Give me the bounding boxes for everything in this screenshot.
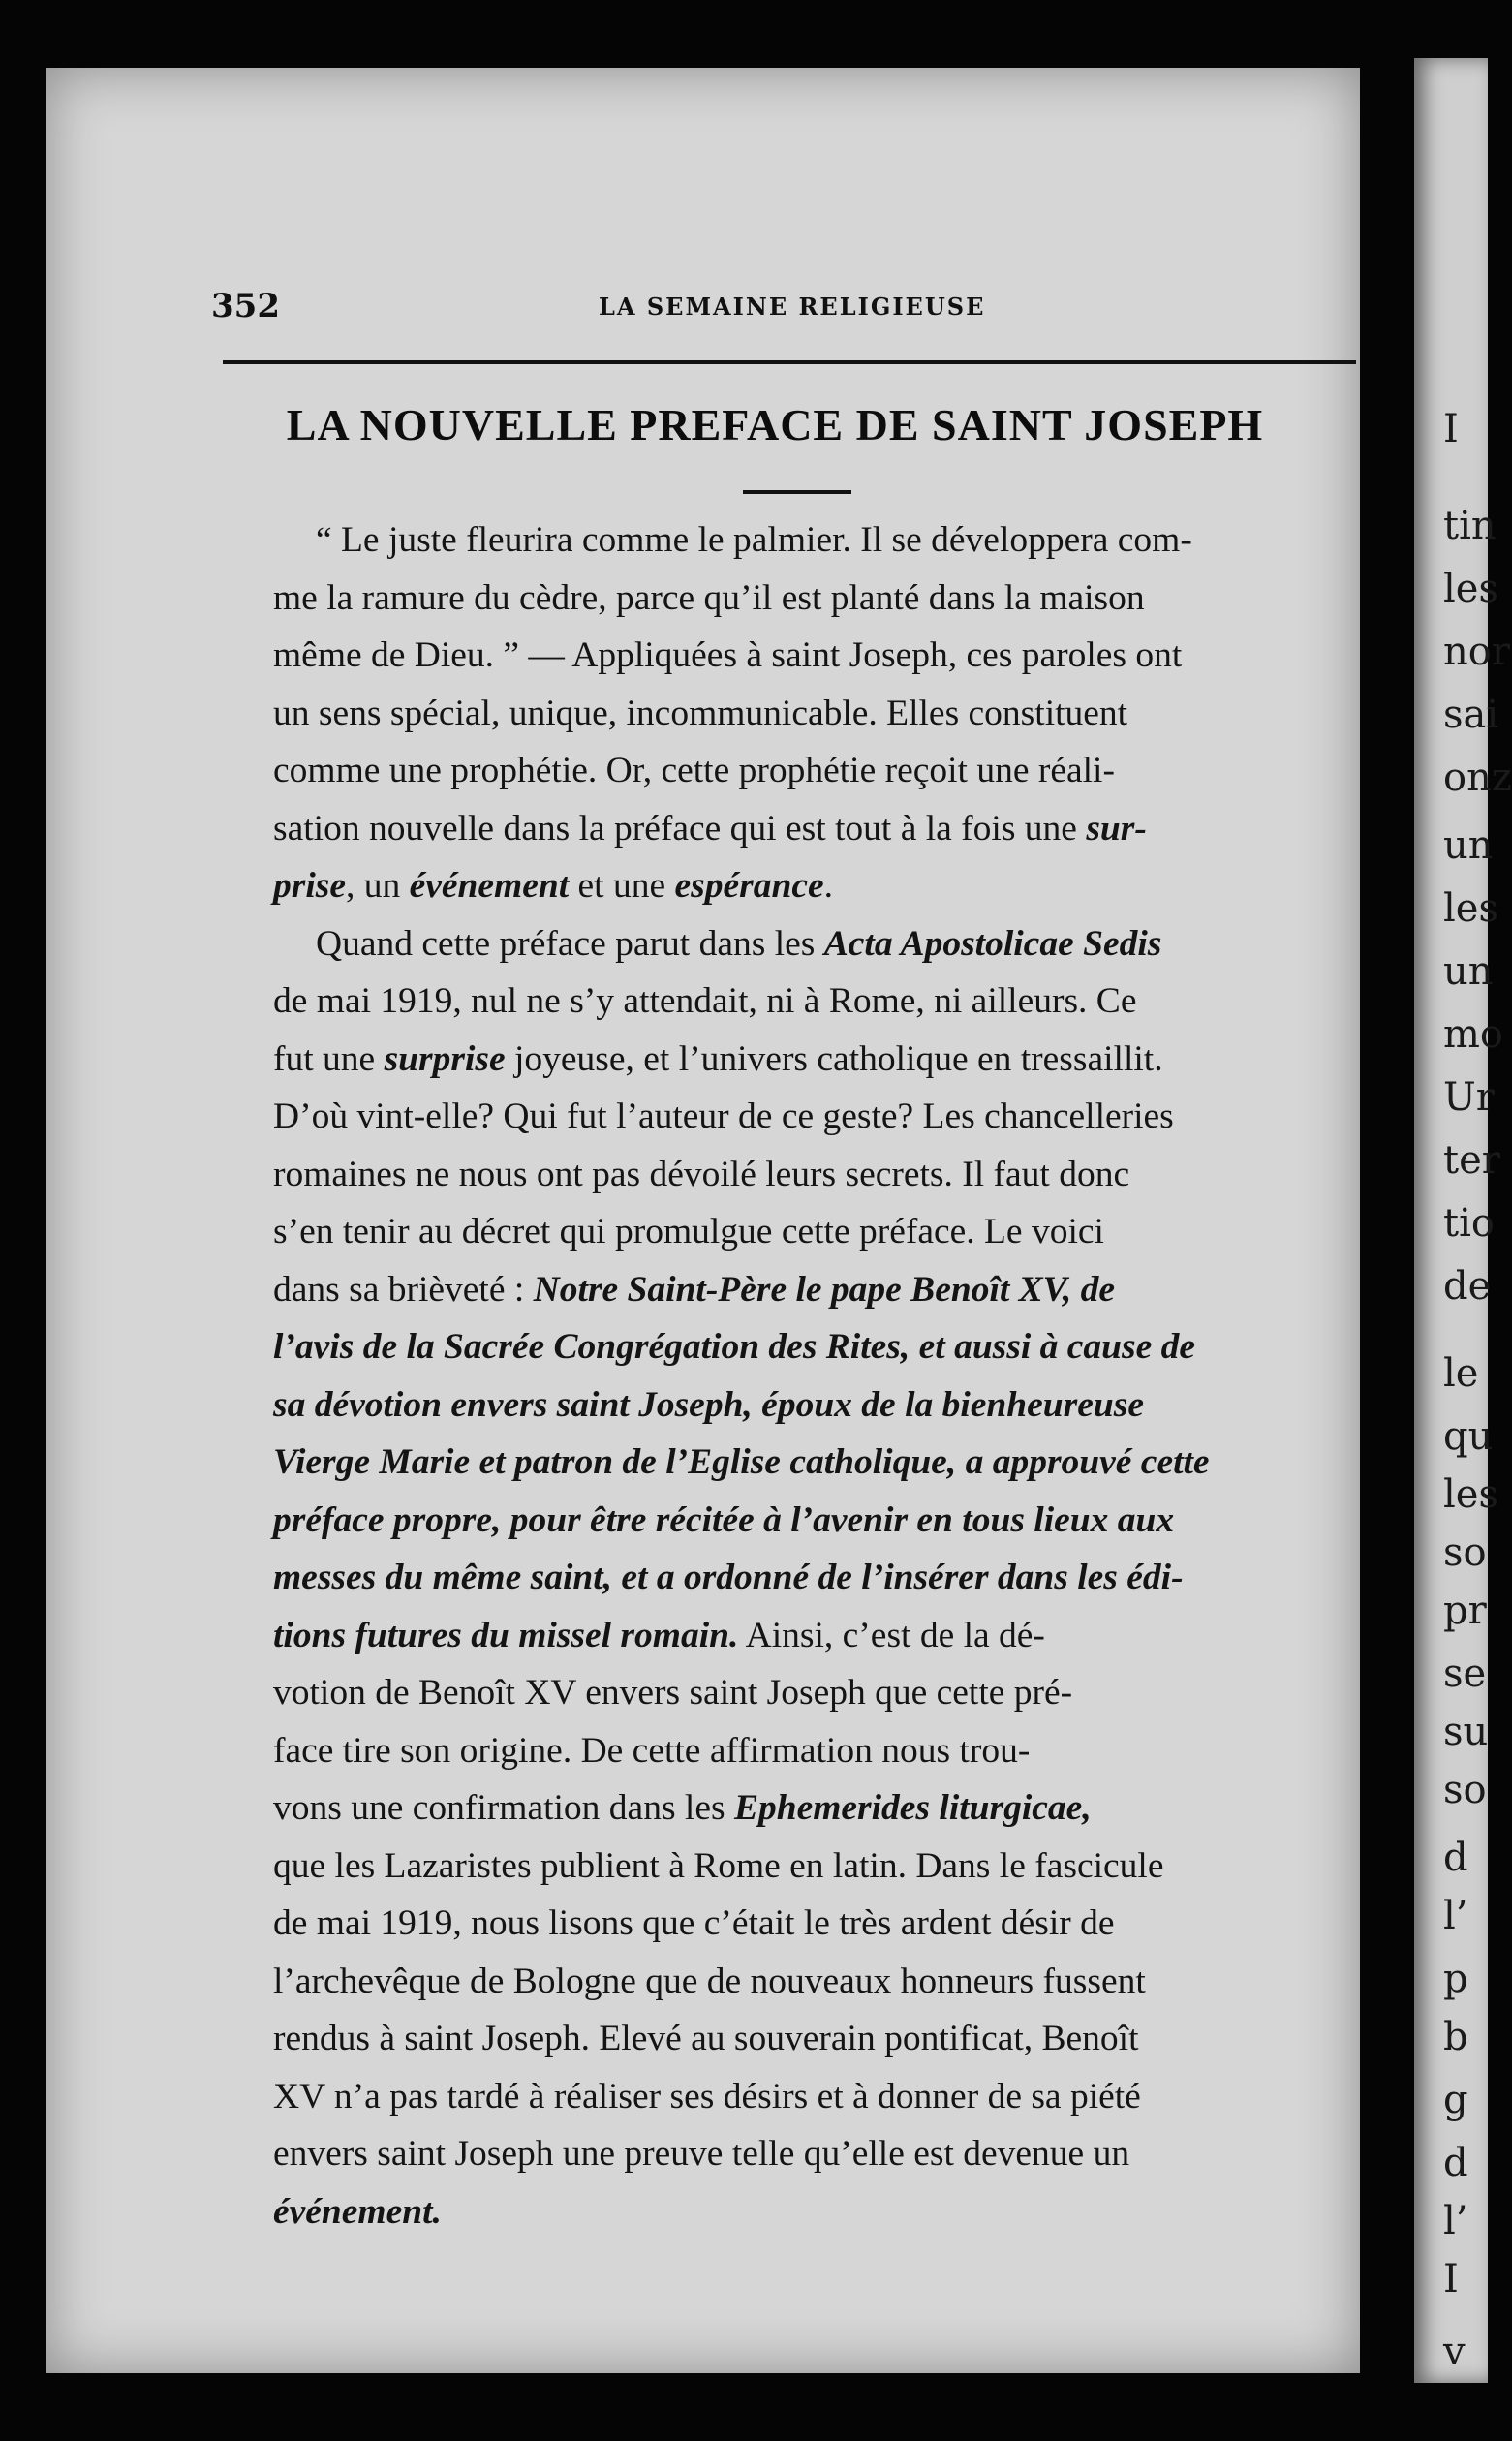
- text-line: dans sa brièveté : Notre Saint-Père le pape Benoît XV, de: [273, 1269, 1115, 1310]
- text-line: un sens spécial, unique, incommunicable. Elles constituent: [273, 693, 1128, 733]
- text-line: que les Lazaristes publient à Rome en latin. Dans le fascicule: [273, 1845, 1164, 1886]
- facing-page-fragment: nor: [1443, 630, 1510, 674]
- text-line: messes du même saint, et a ordonné de l’insérer dans les édi-: [273, 1558, 1184, 1597]
- facing-page-fragment: so: [1443, 1530, 1487, 1575]
- text-line: Vierge Marie et patron de l’Eglise catholique, a approuvé cette: [273, 1442, 1210, 1482]
- facing-page-fragment: les: [1443, 886, 1498, 931]
- facing-page-fragment: l’: [1443, 2199, 1468, 2243]
- article-body: [273, 511, 1339, 2240]
- text-line: prise, un événement et une espérance.: [273, 866, 833, 906]
- article-title: LA NOUVELLE PREFACE DE SAINT JOSEPH: [286, 400, 1264, 449]
- facing-page-fragment: tin: [1443, 504, 1497, 548]
- facing-page-fragment: de: [1443, 1264, 1492, 1309]
- facing-page-fragment: d: [1443, 1836, 1468, 1880]
- facing-page: [1414, 58, 1512, 2383]
- text-line: fut une surprise joyeuse, et l’univers catholique en tressaillit.: [273, 1038, 1163, 1079]
- text-line: l’archevêque de Bologne que de nouveaux honneurs fussent: [273, 1961, 1146, 2001]
- text-line: l’avis de la Sacrée Congrégation des Rites, et aussi à cause de: [273, 1327, 1196, 1367]
- title-rule: [743, 490, 851, 494]
- facing-page-fragment: I: [1443, 2257, 1459, 2302]
- text-line: même de Dieu. ” — Appliquées à saint Joseph, ces paroles ont: [273, 635, 1183, 675]
- facing-page-fragment: pr: [1443, 1589, 1487, 1633]
- facing-page-fragment: un: [1443, 823, 1494, 868]
- facing-page-fragment: su: [1443, 1710, 1489, 1754]
- facing-page-fragment: ter: [1443, 1138, 1500, 1183]
- running-title: LA SEMAINE RELIGIEUSE: [599, 293, 986, 321]
- text-line: de mai 1919, nul ne s’y attendait, ni à Rome, ni ailleurs. Ce: [273, 981, 1137, 1021]
- facing-page-fragment: le: [1443, 1351, 1479, 1396]
- text-line: vons une confirmation dans les Ephemerides liturgicae,: [273, 1788, 1092, 1828]
- text-line: romaines ne nous ont pas dévoilé leurs secrets. Il faut donc: [273, 1154, 1130, 1194]
- facing-page-fragment: p: [1443, 1957, 1468, 2001]
- text-line: me la ramure du cèdre, parce qu’il est planté dans la maison: [273, 577, 1145, 618]
- text-line: “ Le juste fleurira comme le palmier. Il se développera com-: [316, 520, 1192, 560]
- facing-page-fragment: mo: [1443, 1012, 1504, 1057]
- facing-page-fragment: d: [1443, 2141, 1468, 2185]
- text-line: préface propre, pour être récitée à l’avenir en tous lieux aux: [273, 1499, 1175, 1540]
- text-line: s’en tenir au décret qui promulgue cette préface. Le voici: [273, 1212, 1104, 1251]
- text-line: XV n’a pas tardé à réaliser ses désirs et à donner de sa piété: [273, 2076, 1141, 2117]
- text-line: votion de Benoît XV envers saint Joseph que cette pré-: [273, 1673, 1073, 1713]
- facing-page-fragment: se: [1443, 1652, 1487, 1696]
- facing-page-fragment: sai: [1443, 693, 1499, 737]
- header-rule: [223, 360, 1356, 364]
- facing-page-fragment: l’: [1443, 1894, 1468, 1938]
- facing-page-fragment: b: [1443, 2015, 1468, 2059]
- facing-page-fragment: v: [1443, 2330, 1466, 2374]
- facing-page-fragment: un: [1443, 949, 1494, 994]
- facing-page-fragment: les: [1443, 1472, 1498, 1517]
- facing-page-fragment: so: [1443, 1768, 1487, 1812]
- text-line: Quand cette préface parut dans les Acta Apostolicae Sedis: [316, 923, 1162, 964]
- page-number: 352: [211, 287, 280, 325]
- facing-page-fragment: tio: [1443, 1201, 1495, 1246]
- text-line: rendus à saint Joseph. Elevé au souverain pontificat, Benoît: [273, 2019, 1139, 2058]
- text-line: événement.: [273, 2191, 442, 2232]
- text-line: comme une prophétie. Or, cette prophétie reçoit une réali-: [273, 751, 1115, 790]
- text-line: envers saint Joseph une preuve telle qu’elle est devenue un: [273, 2134, 1130, 2174]
- facing-page-fragment: g: [1443, 2078, 1468, 2122]
- facing-page-fragment: Ur: [1443, 1075, 1495, 1120]
- text-line: sa dévotion envers saint Joseph, époux de la bienheureuse: [273, 1384, 1144, 1425]
- text-line: face tire son origine. De cette affirmation nous trou-: [273, 1730, 1031, 1771]
- text-line: sation nouvelle dans la préface qui est tout à la fois une sur-: [273, 808, 1147, 849]
- facing-page-fragment: les: [1443, 567, 1498, 611]
- facing-page-fragment: qu: [1443, 1414, 1494, 1459]
- facing-page-fragment: onz: [1443, 756, 1512, 800]
- text-line: de mai 1919, nous lisons que c’était le très ardent désir de: [273, 1903, 1115, 1943]
- text-line: tions futures du missel romain. Ainsi, c’est de la dé-: [273, 1615, 1045, 1655]
- page-header: [211, 287, 1354, 335]
- facing-page-fragment: I: [1443, 407, 1459, 451]
- text-line: D’où vint-elle? Qui fut l’auteur de ce geste? Les chancelleries: [273, 1097, 1174, 1136]
